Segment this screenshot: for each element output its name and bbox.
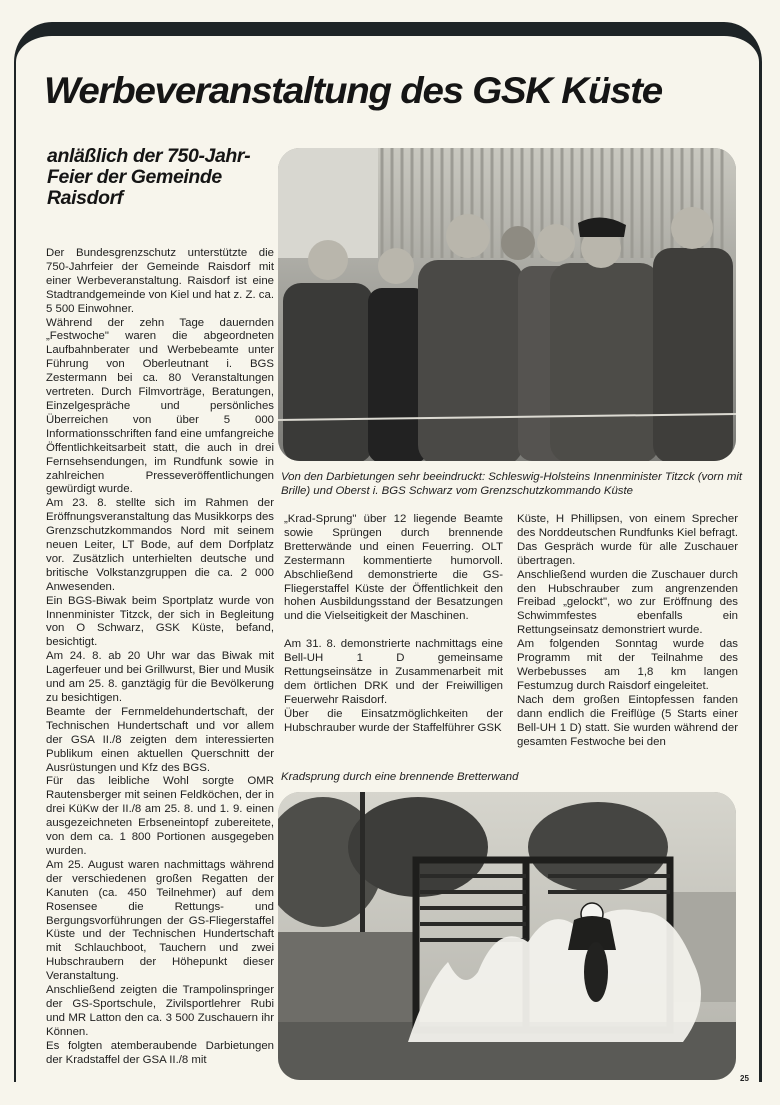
paragraph: Nach dem großen Eintopfessen fanden dann endlich die Freiflüge (5 Starts einer Bell-UH 1 D) statt. Sie wurden während der gesamten Festwoche bei den [517, 693, 738, 748]
photo-officials [278, 148, 736, 461]
text-column-left [46, 247, 274, 1067]
paragraph: Anschließend wurden die Zuschauer durch den Hubschrauber zum angrenzenden Freibad „gelockt", wo zur Eröffnung des Schwimmfestes ebenfalls ein Rettungseinsatz demonstriert wurde. [517, 568, 738, 637]
paragraph: Anschließend zeigten die Trampolinspringer der GS-Sportschule, Zivilsportlehrer Rubi und MR Latton den ca. 3 500 Zuschauern ihr Können. [46, 984, 274, 1038]
paragraph: Am 31. 8. demonstrierte nachmittags eine Bell-UH 1 D gemeinsame Rettungseinsätze in Zusammenarbeit mit dem örtlichen DRK und der Freiwilligen Feuerwehr Raisdorf. [284, 638, 503, 706]
paragraph: Über die Einsatzmöglichkeiten der Hubschrauber wurde der Staffelführer GSK [284, 707, 503, 734]
paragraph: Es folgten atemberaubende Darbietungen der Kradstaffel der GSA II./8 mit [46, 1039, 274, 1066]
photo-motorcycle-jump [278, 792, 736, 1080]
paragraph: Am folgenden Sonntag wurde das Programm mit der Teilnahme des Werbebusses am 1,8 km langen Festumzug durch Raisdorf eingeleitet. [517, 638, 738, 692]
text-column-right [517, 513, 738, 749]
article-title: Werbeveranstaltung des GSK Küste [44, 70, 662, 111]
paragraph: Am 23. 8. stellte sich im Rahmen der Eröffnungsveranstaltung das Musikkorps des Grenzschutzkommandos Nord mit seinem neuen Leiter, LT Bode, auf dem Dorfplatz vor. Zusätzlich unterhielten deutsche und britische Volkstanzgruppen die ca. 2 000 Anwesenden. [46, 497, 274, 593]
paragraph: Ein BGS-Biwak beim Sportplatz wurde von Innenminister Titzck, der sich in Begleitung von O Schwarz, GSK Küste, befand, besichtigt. [46, 594, 274, 649]
officials-photo-illustration [278, 148, 736, 461]
paragraph: Am 24. 8. ab 20 Uhr war das Biwak mit Lagerfeuer und bei Grillwurst, Bier und Musik und am 25. 8. ganztägig für die Bevölkerung zu besichtigen. [46, 650, 274, 704]
photo-caption-motorcycle: Kradsprung durch eine brennende Bretterwand [281, 771, 519, 783]
photo-caption-officials: Von den Darbietungen sehr beeindruckt: Schleswig-Holsteins Innenminister Titzck (vorn mit Brille) und Oberst i. BGS Schwarz vom Grenzschutzkommando Küste [281, 471, 743, 497]
paragraph: „Krad-Sprung" über 12 liegende Beamte sowie Sprüngen durch brennende Bretterwände und einen Feuerring. OLT Zestermann kommentierte humorvoll. Abschließend demonstrierte die GS-Fliegerstaffel Küste der Öffentlichkeit den hohen Ausbildungsstand der Besatzungen und die Vielseitigkeit der Maschinen. [284, 513, 503, 623]
motorcycle-photo-illustration [278, 792, 736, 1080]
text-column-middle [284, 513, 503, 735]
paragraph: Für das leibliche Wohl sorgte OMR Rautensberger mit seinen Feldköchen, der in drei KüKw der II./8 am 25. 8. und 1. 9. einen ausgezeichneten Erbseneintopf zubereitete, von dem ca. 1 800 Portionen ausgegeben wurden. [46, 775, 274, 857]
paragraph-gap [284, 624, 503, 638]
page-number: 25 [740, 1074, 749, 1083]
article-subtitle: anläßlich der 750-Jahr-Feier der Gemeinde Raisdorf [47, 145, 251, 209]
paragraph: Beamte der Fernmeldehundertschaft, der Technischen Hundertschaft und vor allem der GSA II./8 zeigten dem interessierten Publikum einen aktuellen Querschnitt der Ausrüstungen und Kfz des BGS. [46, 705, 274, 774]
paragraph: Küste, H Phillipsen, von einem Sprecher des Norddeutschen Rundfunks Kiel befragt. Das Gespräch wurde für alle Zuschauer übertragen. [517, 513, 738, 567]
paragraph: Während der zehn Tage dauernden „Festwoche" waren die abgeordneten Laufbahnberater und Werbebeamte unter Führung von Oberleutnant i. BGS Zestermann bei ca. 80 Veranstaltungen vertreten. Durch Filmvorträge, Beratungen, Einzelgespräche und persönliches Überreichen von über 5 000 Informationsschriften fand eine umfangreiche Öffentlichkeitsarbeit statt, die auch in drei Fernsehsendungen, im Rundfunk sowie in zahlreichen Presseveröffentlichungen gewürdigt wurde. [46, 316, 274, 496]
page-bottom-margin [10, 1085, 780, 1105]
paragraph: Der Bundesgrenzschutz unterstützte die 750-Jahrfeier der Gemeinde Raisdorf mit einer Werbeveranstaltung. Raisdorf ist eine Stadtrandgemeinde von Kiel und hat z. Z. ca. 5 500 Einwohner. [46, 247, 274, 315]
paragraph: Am 25. August waren nachmittags während der verschiedenen großen Regatten der Kanuten (ca. 450 Teilnehmer) auf dem Rosensee die Rettungs- und Bergungsvorführungen der GS-Fliegerstaffel Küste und der Technischen Hundertschaft mit Schlauchboot, Tauchern und zwei Hubschraubern der Höhepunkt dieser Veranstaltung. [46, 858, 274, 983]
